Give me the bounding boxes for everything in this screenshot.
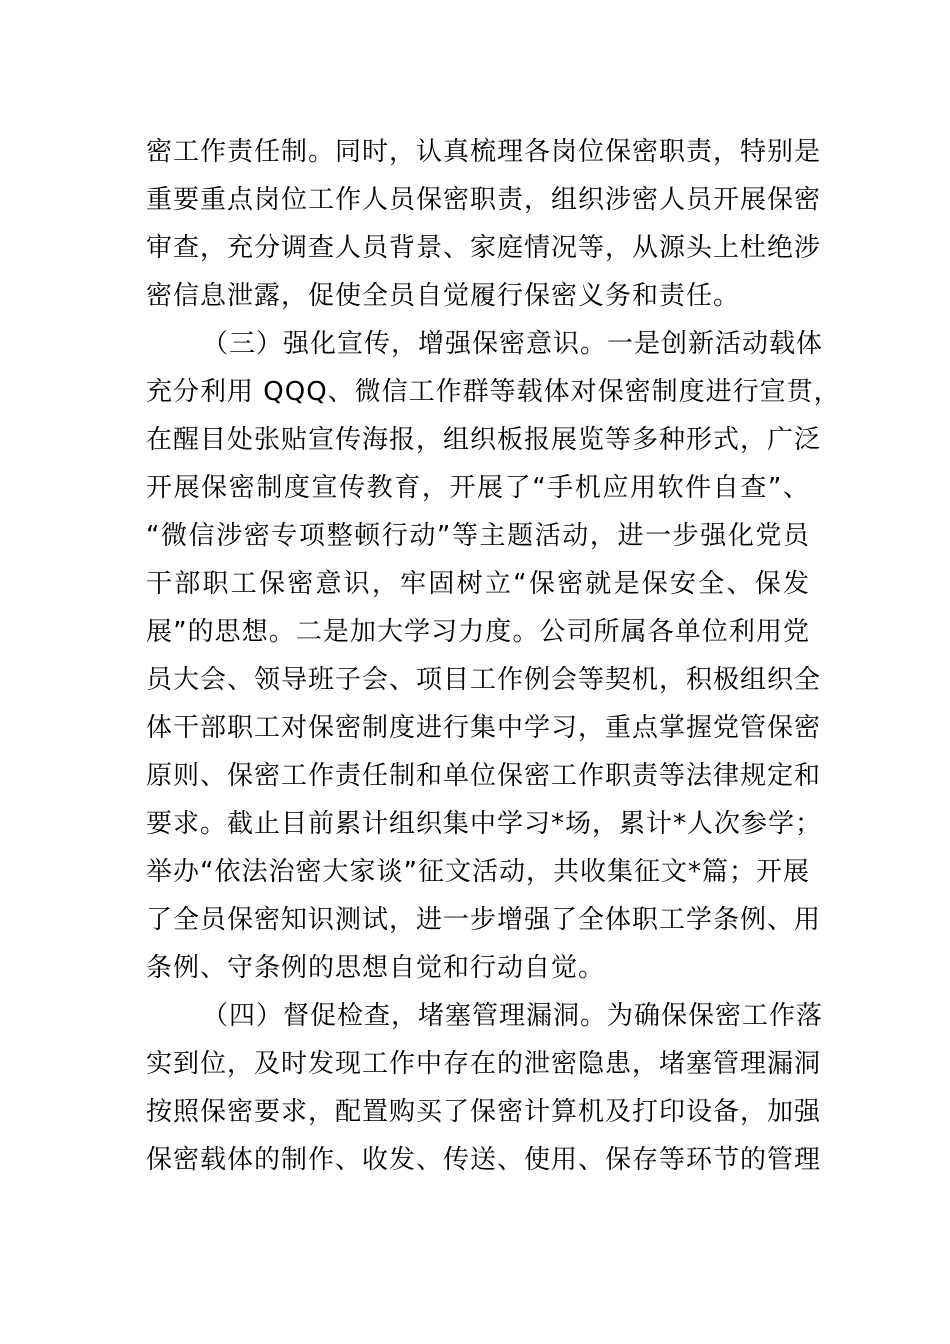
text-line: 员大会、领导班子会、项目工作例会等契机，积极组织全 [146,665,822,695]
text-line: 在醒目处张贴宣传海报，组织板报展览等多种形式，广泛 [146,425,822,455]
text-line: 按照保密要求，配置购买了保密计算机及打印设备，加强 [146,1097,822,1127]
text-line: 条例、守条例的思想自觉和行动自觉。 [146,953,606,983]
text-line: 原则、保密工作责任制和单位保密工作职责等法律规定和 [146,761,822,791]
text-line: 密信息泄露，促使全员自觉履行保密义务和责任。 [146,281,741,311]
text-line: “微信涉密专项整顿行动”等主题活动，进一步强化党员 [146,521,810,551]
section-heading-line: （三）强化宣传，增强保密意识。一是创新活动载体 [202,329,824,359]
text-line: 要求。截止目前累计组织集中学习*场，累计*人次参学； [146,809,823,839]
text-line: 充分利用 QQQ、微信工作群等载体对保密制度进行宣贯， [146,377,841,407]
text-line: 体干部职工对保密制度进行集中学习，重点掌握党管保密 [146,713,822,743]
text-line: 重要重点岗位工作人员保密职责，组织涉密人员开展保密 [146,185,822,215]
section-heading-line: （四）督促检查，堵塞管理漏洞。为确保保密工作落 [202,1001,824,1031]
text-line: 实到位，及时发现工作中存在的泄密隐患，堵塞管理漏洞 [146,1049,822,1079]
text-line: 审查，充分调查人员背景、家庭情况等，从源头上杜绝涉 [146,233,822,263]
text-line: 保密载体的制作、收发、传送、使用、保存等环节的管理 [146,1145,822,1175]
text-line: 展”的思想。二是加大学习力度。公司所属各单位利用党 [146,617,810,647]
text-line: 干部职工保密意识，牢固树立“保密就是保安全、保发 [146,569,810,599]
text-line: 密工作责任制。同时，认真梳理各岗位保密职责，特别是 [146,137,822,167]
text-line: 开展保密制度宣传教育，开展了“手机应用软件自查”、 [146,473,810,503]
text-line: 了全员保密知识测试，进一步增强了全体职工学条例、用 [146,905,822,935]
text-line: 举办“依法治密大家谈”征文活动，共收集征文*篇；开展 [146,857,810,887]
body-text [146,128,841,1184]
